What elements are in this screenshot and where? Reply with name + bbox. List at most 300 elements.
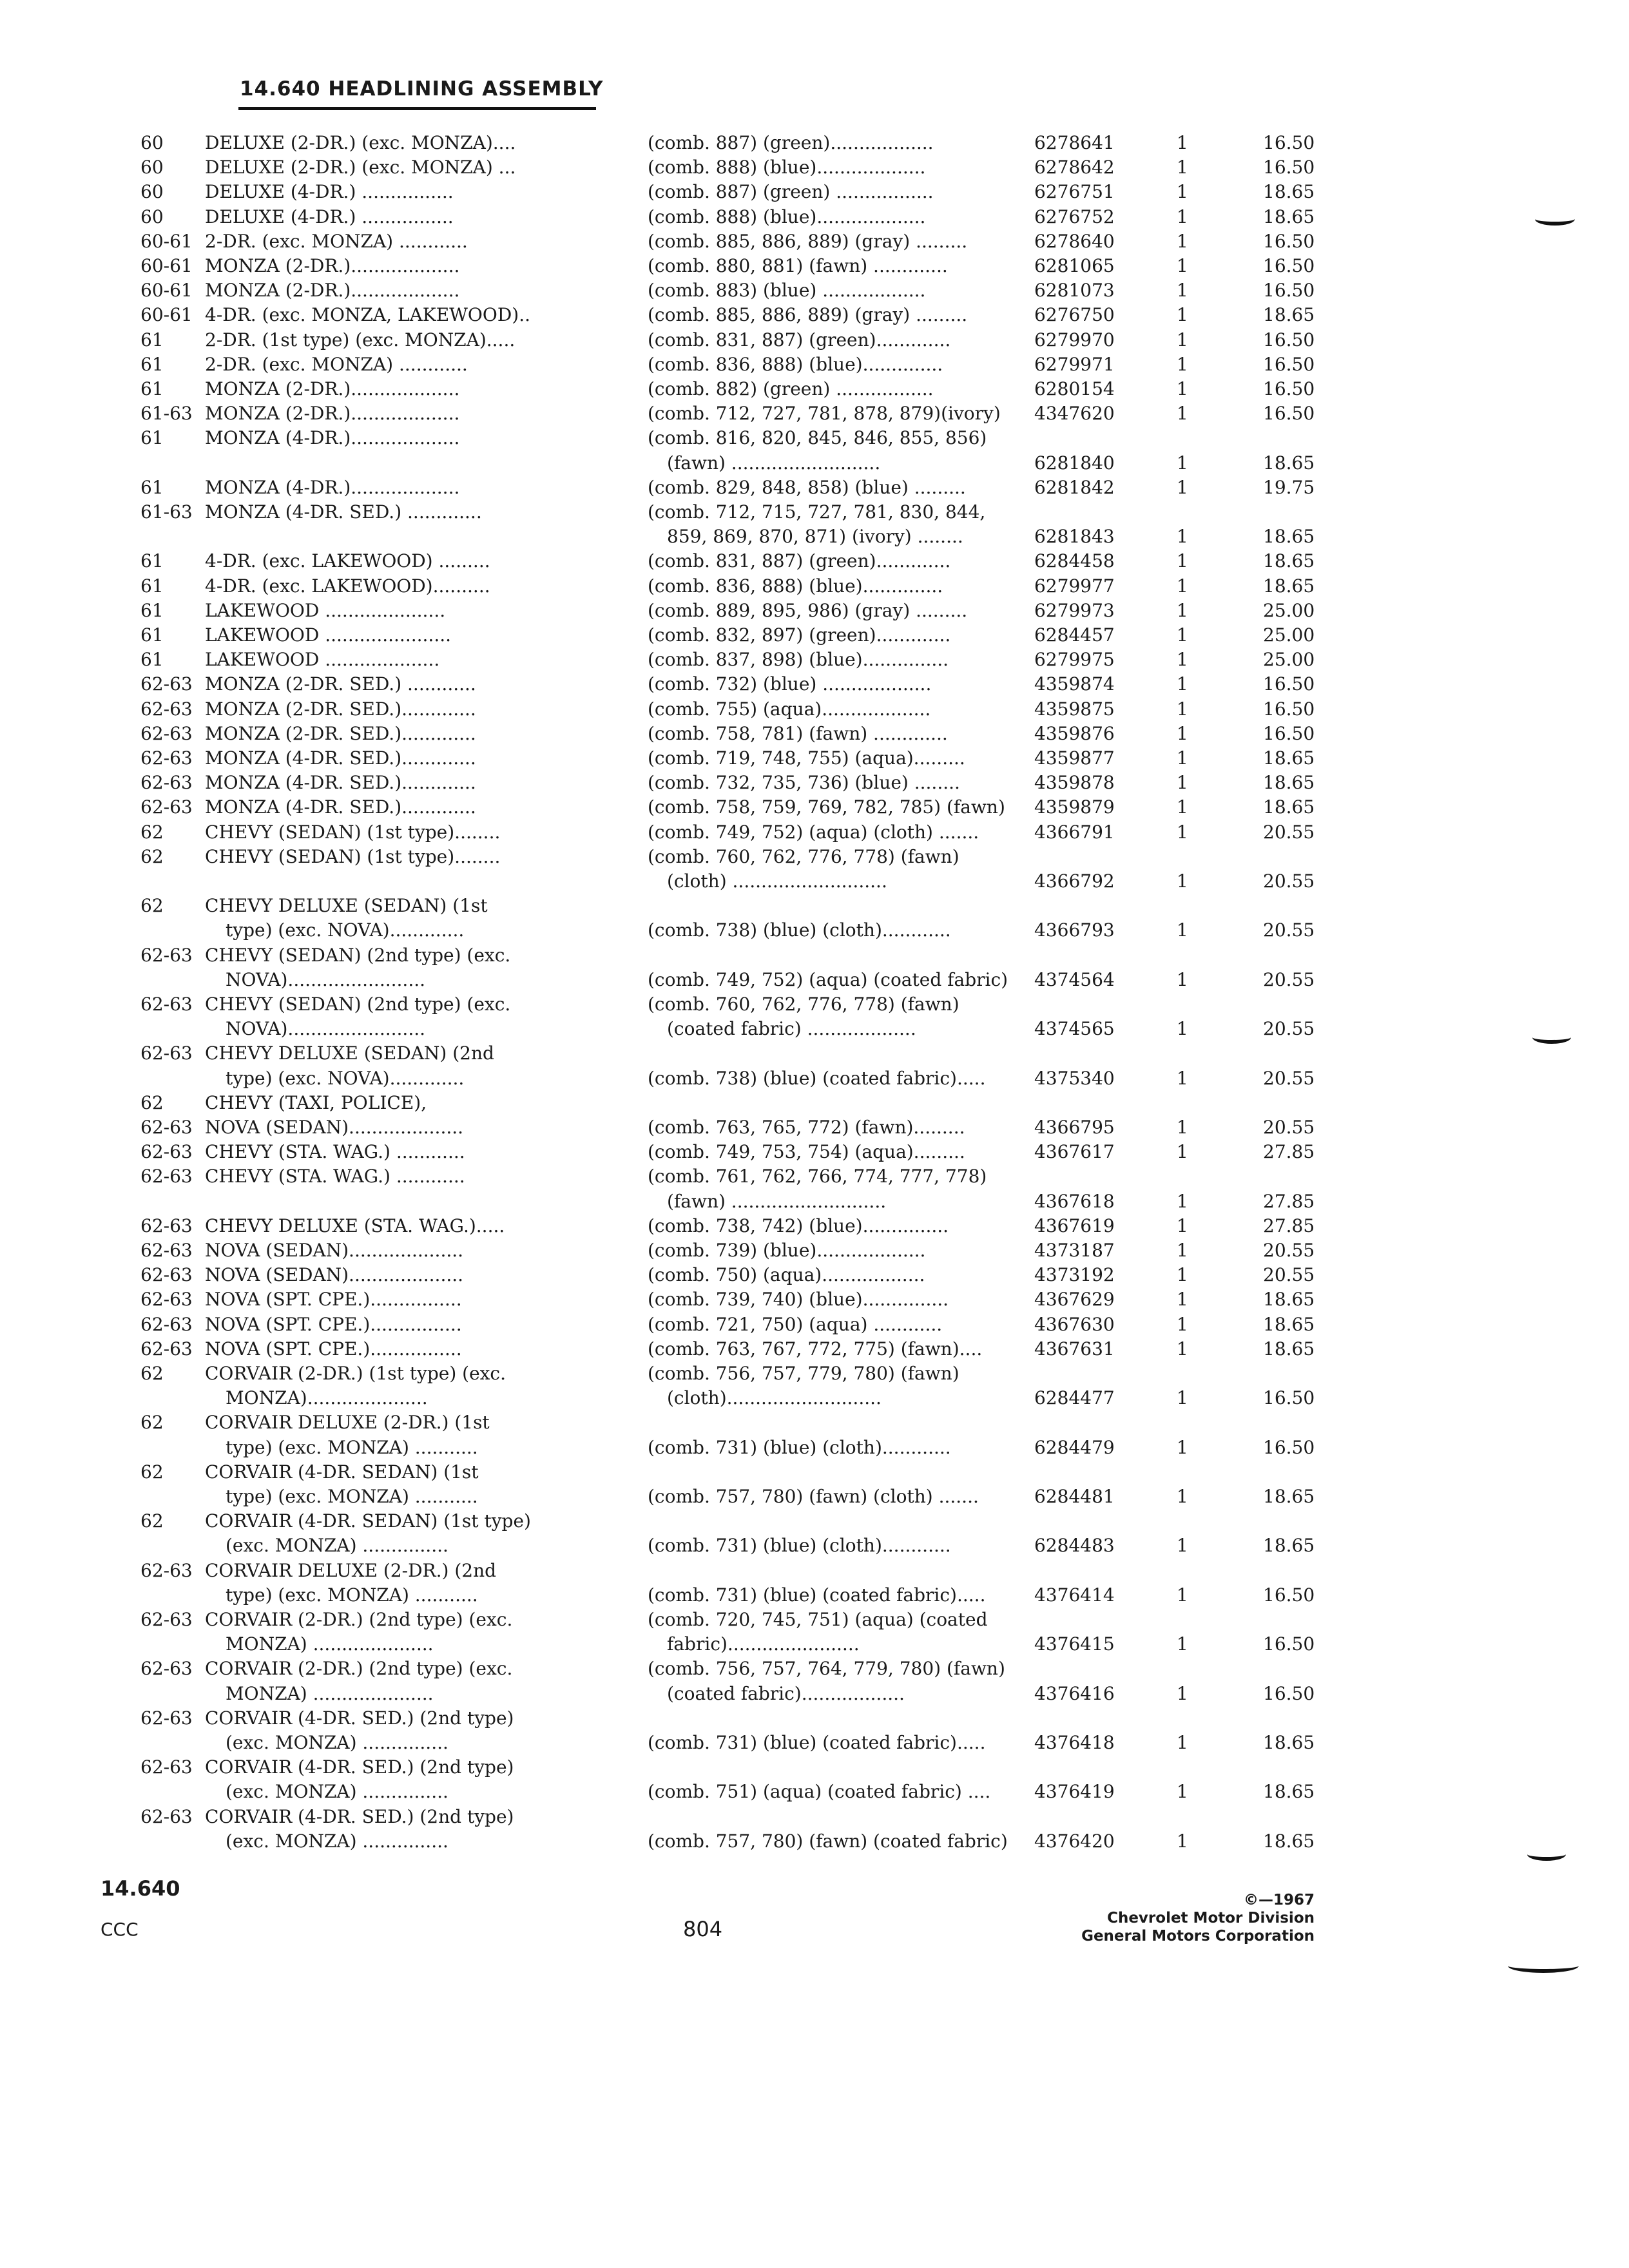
row-model-line: CORVAIR (4-DR. SEDAN) (1st xyxy=(205,1461,479,1483)
row-year: 60-61 xyxy=(140,304,193,326)
binding-mark xyxy=(1535,213,1575,226)
row-part-number: 4359878 xyxy=(1034,772,1115,794)
row-trim-line: (comb. 758, 781) (fawn) ............. xyxy=(648,722,948,744)
row-trim-line: (comb. 829, 848, 858) (blue) ......... xyxy=(648,476,966,498)
row-price: 16.50 xyxy=(1263,698,1315,720)
row-price: 16.50 xyxy=(1263,722,1315,744)
row-price: 18.65 xyxy=(1263,206,1315,227)
row-model-line: LAKEWOOD ...................... xyxy=(205,624,452,646)
row-year: 62-63 xyxy=(140,994,193,1015)
row-part-number: 4376416 xyxy=(1034,1682,1115,1704)
row-year: 62-63 xyxy=(140,1756,193,1778)
row-quantity: 1 xyxy=(1177,1141,1188,1163)
row-model-line: CORVAIR (2-DR.) (2nd type) (exc. xyxy=(205,1609,513,1630)
row-trim-line: (comb. 738) (blue) (coated fabric)..... xyxy=(648,1067,986,1089)
row-year: 62-63 xyxy=(140,1609,193,1630)
row-part-number: 4347620 xyxy=(1034,403,1115,425)
row-trim-line: (comb. 888) (blue)................... xyxy=(648,206,926,227)
row-price: 20.55 xyxy=(1263,968,1315,990)
row-year: 61 xyxy=(140,378,164,399)
row-year: 62-63 xyxy=(140,1240,193,1261)
row-quantity: 1 xyxy=(1177,772,1188,794)
footer-code: CCC xyxy=(101,1919,139,1940)
row-model-line: CORVAIR (4-DR. SEDAN) (1st type) xyxy=(205,1510,531,1532)
row-trim-line: (comb. 721, 750) (aqua) ............ xyxy=(648,1313,943,1335)
row-part-number: 4374565 xyxy=(1034,1018,1115,1040)
section-title: 14.640 HEADLINING ASSEMBLY xyxy=(240,77,604,101)
row-year: 62-63 xyxy=(140,1805,193,1827)
row-model-line: NOVA (SPT. CPE.)................ xyxy=(205,1289,462,1311)
division-name: Chevrolet Motor Division xyxy=(1107,1910,1315,1927)
row-quantity: 1 xyxy=(1177,649,1188,671)
row-year: 61 xyxy=(140,550,164,572)
row-quantity: 1 xyxy=(1177,1240,1188,1261)
row-model-line: CHEVY DELUXE (SEDAN) (2nd xyxy=(205,1043,494,1064)
row-year: 62-63 xyxy=(140,1559,193,1581)
row-model-line: MONZA (2-DR.)................... xyxy=(205,403,460,425)
row-trim-line: (comb. 832, 897) (green)............. xyxy=(648,624,951,646)
row-model-line: MONZA (4-DR. SED.)............. xyxy=(205,772,476,794)
row-part-number: 4367629 xyxy=(1034,1289,1115,1311)
row-model-line: CHEVY DELUXE (SEDAN) (1st xyxy=(205,895,488,917)
row-trim-line: (comb. 761, 762, 766, 774, 777, 778) xyxy=(648,1166,987,1187)
row-price: 16.50 xyxy=(1263,157,1315,178)
row-price: 20.55 xyxy=(1263,919,1315,941)
row-trim-line: (cloth)........................... xyxy=(667,1387,882,1409)
row-quantity: 1 xyxy=(1177,181,1188,203)
row-model-line: (exc. MONZA) ............... xyxy=(226,1535,448,1557)
row-year: 61 xyxy=(140,353,164,375)
row-year: 62-63 xyxy=(140,698,193,720)
row-part-number: 6281842 xyxy=(1034,476,1115,498)
row-quantity: 1 xyxy=(1177,821,1188,843)
row-part-number: 4366792 xyxy=(1034,870,1115,892)
row-price: 16.50 xyxy=(1263,353,1315,375)
row-model-line: MONZA (4-DR.)................... xyxy=(205,476,460,498)
row-model-line: 2-DR. (exc. MONZA) ............ xyxy=(205,230,468,252)
row-model-line: (exc. MONZA) ............... xyxy=(226,1781,448,1803)
row-year: 62 xyxy=(140,821,164,843)
row-quantity: 1 xyxy=(1177,1732,1188,1753)
row-part-number: 6284481 xyxy=(1034,1486,1115,1507)
row-trim-line: (comb. 836, 888) (blue).............. xyxy=(648,353,943,375)
row-model-line: MONZA (4-DR. SED.)............. xyxy=(205,796,476,818)
row-price: 16.50 xyxy=(1263,378,1315,399)
row-price: 18.65 xyxy=(1263,1830,1315,1852)
row-model-line: 4-DR. (exc. MONZA, LAKEWOOD).. xyxy=(205,304,531,326)
row-trim-line: (comb. 732) (blue) ................... xyxy=(648,673,932,695)
row-part-number: 6281843 xyxy=(1034,526,1115,548)
row-trim-line: (comb. 751) (aqua) (coated fabric) .... xyxy=(648,1781,991,1803)
copyright-block xyxy=(1081,1891,1315,1945)
row-model-line: NOVA (SPT. CPE.)................ xyxy=(205,1313,462,1335)
row-trim-line: (comb. 888) (blue)................... xyxy=(648,157,926,178)
row-year: 61 xyxy=(140,649,164,671)
row-model-line: CHEVY (SEDAN) (1st type)........ xyxy=(205,845,501,867)
row-part-number: 4376414 xyxy=(1034,1584,1115,1606)
row-trim-line: (comb. 756, 757, 764, 779, 780) (fawn) xyxy=(648,1658,1005,1680)
row-model-line: CORVAIR (2-DR.) (1st type) (exc. xyxy=(205,1363,506,1384)
row-quantity: 1 xyxy=(1177,1486,1188,1507)
row-price: 18.65 xyxy=(1263,526,1315,548)
row-trim-line: (comb. 712, 727, 781, 878, 879)(ivory) xyxy=(648,403,1001,425)
row-price: 18.65 xyxy=(1263,747,1315,769)
row-price: 19.75 xyxy=(1263,476,1315,498)
row-model-line: MONZA (2-DR. SED.) ............ xyxy=(205,673,476,695)
binding-mark xyxy=(1508,1959,1579,1973)
row-year: 62 xyxy=(140,1461,164,1483)
row-year: 62-63 xyxy=(140,673,193,695)
row-quantity: 1 xyxy=(1177,1584,1188,1606)
row-year: 62-63 xyxy=(140,747,193,769)
row-model-line: NOVA (SEDAN).................... xyxy=(205,1117,464,1138)
row-model-line: CORVAIR DELUXE (2-DR.) (1st xyxy=(205,1412,490,1434)
row-price: 16.50 xyxy=(1263,255,1315,276)
row-quantity: 1 xyxy=(1177,1313,1188,1335)
row-year: 62-63 xyxy=(140,1141,193,1163)
row-price: 20.55 xyxy=(1263,1067,1315,1089)
binding-mark xyxy=(1527,1848,1566,1861)
row-trim-line: (cloth) ........................... xyxy=(667,870,887,892)
row-model-line: 4-DR. (exc. LAKEWOOD) ......... xyxy=(205,550,490,572)
row-model-line: 2-DR. (exc. MONZA) ............ xyxy=(205,353,468,375)
row-part-number: 6279971 xyxy=(1034,353,1115,375)
row-year: 61 xyxy=(140,329,164,351)
row-trim-line: (comb. 760, 762, 776, 778) (fawn) xyxy=(648,994,959,1015)
row-part-number: 4367630 xyxy=(1034,1313,1115,1335)
row-quantity: 1 xyxy=(1177,1436,1188,1458)
row-part-number: 4376419 xyxy=(1034,1781,1115,1803)
row-model-line: DELUXE (4-DR.) ................ xyxy=(205,206,454,227)
row-model-line: MONZA (4-DR.)................... xyxy=(205,427,460,449)
row-model-line: 2-DR. (1st type) (exc. MONZA)..... xyxy=(205,329,516,351)
row-trim-line: (comb. 831, 887) (green)............. xyxy=(648,329,951,351)
row-price: 16.50 xyxy=(1263,1682,1315,1704)
row-part-number: 4374564 xyxy=(1034,968,1115,990)
row-quantity: 1 xyxy=(1177,747,1188,769)
row-trim-line: (fawn) .......................... xyxy=(667,452,881,474)
row-price: 18.65 xyxy=(1263,772,1315,794)
row-trim-line: (comb. 750) (aqua).................. xyxy=(648,1264,925,1286)
row-quantity: 1 xyxy=(1177,526,1188,548)
row-model-line: CHEVY DELUXE (STA. WAG.)..... xyxy=(205,1215,505,1236)
row-part-number: 6279975 xyxy=(1034,649,1115,671)
row-trim-line: (comb. 885, 886, 889) (gray) ......... xyxy=(648,230,968,252)
row-price: 20.55 xyxy=(1263,870,1315,892)
row-model-line: type) (exc. NOVA)............. xyxy=(226,1067,465,1089)
row-year: 60 xyxy=(140,206,164,227)
row-part-number: 6284479 xyxy=(1034,1436,1115,1458)
row-trim-line: (comb. 883) (blue) .................. xyxy=(648,280,926,302)
row-model-line: MONZA (2-DR. SED.)............. xyxy=(205,698,476,720)
row-year: 62 xyxy=(140,1510,164,1532)
row-trim-line: (comb. 739, 740) (blue)............... xyxy=(648,1289,949,1311)
row-quantity: 1 xyxy=(1177,1682,1188,1704)
row-year: 62-63 xyxy=(140,1043,193,1064)
row-part-number: 4367619 xyxy=(1034,1215,1115,1236)
row-trim-line: (comb. 731) (blue) (coated fabric)..... xyxy=(648,1584,986,1606)
row-trim-line: (comb. 749, 752) (aqua) (coated fabric) xyxy=(648,968,1008,990)
row-price: 18.65 xyxy=(1263,1781,1315,1803)
row-quantity: 1 xyxy=(1177,870,1188,892)
row-price: 18.65 xyxy=(1263,1486,1315,1507)
row-model-line: CHEVY (SEDAN) (1st type)........ xyxy=(205,821,501,843)
row-trim-line: (coated fabric) ................... xyxy=(667,1018,916,1040)
row-quantity: 1 xyxy=(1177,132,1188,153)
row-year: 61 xyxy=(140,427,164,449)
row-year: 62 xyxy=(140,1412,164,1434)
binding-mark xyxy=(1532,1031,1571,1044)
row-price: 16.50 xyxy=(1263,1387,1315,1409)
row-price: 18.65 xyxy=(1263,796,1315,818)
row-part-number: 4367617 xyxy=(1034,1141,1115,1163)
row-trim-line: (comb. 731) (blue) (coated fabric)..... xyxy=(648,1732,986,1753)
row-trim-line: (comb. 882) (green) ................. xyxy=(648,378,934,399)
row-price: 25.00 xyxy=(1263,649,1315,671)
row-trim-line: (comb. 731) (blue) (cloth)............ xyxy=(648,1535,951,1557)
row-model-line: MONZA (2-DR. SED.)............. xyxy=(205,722,476,744)
row-year: 62-63 xyxy=(140,796,193,818)
row-price: 18.65 xyxy=(1263,575,1315,597)
row-model-line: type) (exc. NOVA)............. xyxy=(226,919,465,941)
row-part-number: 6284477 xyxy=(1034,1387,1115,1409)
row-trim-line: (comb. 889, 895, 986) (gray) ......... xyxy=(648,599,968,621)
row-quantity: 1 xyxy=(1177,1387,1188,1409)
row-price: 18.65 xyxy=(1263,1338,1315,1360)
row-quantity: 1 xyxy=(1177,1018,1188,1040)
row-price: 27.85 xyxy=(1263,1141,1315,1163)
row-year: 62 xyxy=(140,1091,164,1113)
row-price: 16.50 xyxy=(1263,230,1315,252)
row-year: 62 xyxy=(140,845,164,867)
row-quantity: 1 xyxy=(1177,304,1188,326)
row-year: 62 xyxy=(140,1363,164,1384)
row-trim-line: (comb. 760, 762, 776, 778) (fawn) xyxy=(648,845,959,867)
corporation-name: General Motors Corporation xyxy=(1081,1928,1315,1945)
row-part-number: 6276750 xyxy=(1034,304,1115,326)
row-quantity: 1 xyxy=(1177,1190,1188,1212)
row-part-number: 4359877 xyxy=(1034,747,1115,769)
row-year: 62-63 xyxy=(140,1117,193,1138)
row-trim-line: (comb. 885, 886, 889) (gray) ......... xyxy=(648,304,968,326)
row-model-line: NOVA (SEDAN).................... xyxy=(205,1240,464,1261)
row-year: 61-63 xyxy=(140,501,193,523)
row-year: 60-61 xyxy=(140,255,193,276)
row-year: 61 xyxy=(140,575,164,597)
row-model-line: type) (exc. MONZA) ........... xyxy=(226,1584,478,1606)
row-trim-line: (comb. 880, 881) (fawn) ............. xyxy=(648,255,948,276)
row-part-number: 6279973 xyxy=(1034,599,1115,621)
row-price: 25.00 xyxy=(1263,599,1315,621)
row-year: 60 xyxy=(140,132,164,153)
row-price: 18.65 xyxy=(1263,1313,1315,1335)
row-quantity: 1 xyxy=(1177,353,1188,375)
row-year: 62-63 xyxy=(140,1658,193,1680)
row-trim-line: (comb. 837, 898) (blue)............... xyxy=(648,649,949,671)
row-quantity: 1 xyxy=(1177,624,1188,646)
row-year: 60 xyxy=(140,157,164,178)
row-price: 16.50 xyxy=(1263,673,1315,695)
row-model-line: (exc. MONZA) ............... xyxy=(226,1830,448,1852)
row-trim-line: fabric)....................... xyxy=(667,1633,860,1655)
row-trim-line: (comb. 731) (blue) (cloth)............ xyxy=(648,1436,951,1458)
row-model-line: CHEVY (SEDAN) (2nd type) (exc. xyxy=(205,944,511,966)
row-model-line: type) (exc. MONZA) ........... xyxy=(226,1436,478,1458)
row-part-number: 6276751 xyxy=(1034,181,1115,203)
row-price: 18.65 xyxy=(1263,181,1315,203)
row-trim-line: (comb. 749, 752) (aqua) (cloth) ....... xyxy=(648,821,979,843)
row-trim-line: (coated fabric).................. xyxy=(667,1682,905,1704)
row-model-line: CHEVY (TAXI, POLICE), xyxy=(205,1091,427,1113)
row-trim-line: (comb. 836, 888) (blue).............. xyxy=(648,575,943,597)
row-trim-line: (comb. 738, 742) (blue)............... xyxy=(648,1215,949,1236)
row-year: 62-63 xyxy=(140,1215,193,1236)
row-model-line: MONZA)..................... xyxy=(226,1387,428,1409)
row-trim-line: (comb. 816, 820, 845, 846, 855, 856) xyxy=(648,427,987,449)
row-quantity: 1 xyxy=(1177,1633,1188,1655)
row-quantity: 1 xyxy=(1177,796,1188,818)
row-part-number: 6276752 xyxy=(1034,206,1115,227)
row-trim-line: (comb. 757, 780) (fawn) (coated fabric) xyxy=(648,1830,1008,1852)
row-trim-line: (comb. 732, 735, 736) (blue) ........ xyxy=(648,772,960,794)
row-model-line: MONZA (2-DR.)................... xyxy=(205,255,460,276)
row-model-line: NOVA)........................ xyxy=(226,968,426,990)
row-model-line: CORVAIR (4-DR. SED.) (2nd type) xyxy=(205,1805,514,1827)
row-year: 60-61 xyxy=(140,280,193,302)
row-year: 62-63 xyxy=(140,1313,193,1335)
row-year: 60-61 xyxy=(140,230,193,252)
row-model-line: CHEVY (STA. WAG.) ............ xyxy=(205,1141,465,1163)
row-year: 62-63 xyxy=(140,1338,193,1360)
row-model-line: CORVAIR DELUXE (2-DR.) (2nd xyxy=(205,1559,497,1581)
row-part-number: 6280154 xyxy=(1034,378,1115,399)
row-price: 18.65 xyxy=(1263,1535,1315,1557)
row-part-number: 6281073 xyxy=(1034,280,1115,302)
row-price: 20.55 xyxy=(1263,1240,1315,1261)
row-part-number: 4359876 xyxy=(1034,722,1115,744)
row-quantity: 1 xyxy=(1177,452,1188,474)
row-model-line: DELUXE (2-DR.) (exc. MONZA).... xyxy=(205,132,516,153)
row-model-line: MONZA (4-DR. SED.) ............. xyxy=(205,501,482,523)
row-part-number: 4359874 xyxy=(1034,673,1115,695)
row-year: 61 xyxy=(140,624,164,646)
row-model-line: DELUXE (4-DR.) ................ xyxy=(205,181,454,203)
row-quantity: 1 xyxy=(1177,1830,1188,1852)
row-price: 18.65 xyxy=(1263,304,1315,326)
row-quantity: 1 xyxy=(1177,206,1188,227)
row-price: 20.55 xyxy=(1263,1018,1315,1040)
row-part-number: 4373187 xyxy=(1034,1240,1115,1261)
row-model-line: DELUXE (2-DR.) (exc. MONZA) ... xyxy=(205,157,516,178)
row-trim-line: 859, 869, 870, 871) (ivory) ........ xyxy=(667,526,963,548)
row-model-line: type) (exc. MONZA) ........... xyxy=(226,1486,478,1507)
row-part-number: 4366791 xyxy=(1034,821,1115,843)
row-part-number: 6279970 xyxy=(1034,329,1115,351)
row-price: 20.55 xyxy=(1263,1117,1315,1138)
row-model-line: NOVA)........................ xyxy=(226,1018,426,1040)
row-price: 18.65 xyxy=(1263,452,1315,474)
row-year: 61-63 xyxy=(140,403,193,425)
row-quantity: 1 xyxy=(1177,1338,1188,1360)
row-part-number: 4366793 xyxy=(1034,919,1115,941)
row-quantity: 1 xyxy=(1177,378,1188,399)
row-price: 20.55 xyxy=(1263,821,1315,843)
row-part-number: 6281065 xyxy=(1034,255,1115,276)
row-part-number: 4367618 xyxy=(1034,1190,1115,1212)
row-trim-line: (comb. 738) (blue) (cloth)............ xyxy=(648,919,951,941)
copyright-year: ©—1967 xyxy=(1243,1892,1315,1908)
row-year: 62-63 xyxy=(140,944,193,966)
row-year: 62-63 xyxy=(140,1166,193,1187)
row-year: 61 xyxy=(140,599,164,621)
row-price: 20.55 xyxy=(1263,1264,1315,1286)
row-trim-line: (comb. 755) (aqua)................... xyxy=(648,698,931,720)
title-underline xyxy=(238,107,596,110)
row-quantity: 1 xyxy=(1177,919,1188,941)
row-part-number: 6278641 xyxy=(1034,132,1115,153)
row-part-number: 6278642 xyxy=(1034,157,1115,178)
row-trim-line: (comb. 749, 753, 754) (aqua)......... xyxy=(648,1141,965,1163)
row-model-line: CHEVY (STA. WAG.) ............ xyxy=(205,1166,465,1187)
row-quantity: 1 xyxy=(1177,230,1188,252)
row-part-number: 6279977 xyxy=(1034,575,1115,597)
row-part-number: 4376418 xyxy=(1034,1732,1115,1753)
row-trim-line: (comb. 757, 780) (fawn) (cloth) ....... xyxy=(648,1486,979,1507)
row-model-line: NOVA (SPT. CPE.)................ xyxy=(205,1338,462,1360)
row-part-number: 6281840 xyxy=(1034,452,1115,474)
row-price: 27.85 xyxy=(1263,1190,1315,1212)
row-quantity: 1 xyxy=(1177,698,1188,720)
row-model-line: NOVA (SEDAN).................... xyxy=(205,1264,464,1286)
row-year: 62 xyxy=(140,895,164,917)
row-model-line: CHEVY (SEDAN) (2nd type) (exc. xyxy=(205,994,511,1015)
row-trim-line: (comb. 887) (green).................. xyxy=(648,132,934,153)
row-part-number: 4376420 xyxy=(1034,1830,1115,1852)
row-year: 62-63 xyxy=(140,1264,193,1286)
row-price: 16.50 xyxy=(1263,280,1315,302)
row-quantity: 1 xyxy=(1177,280,1188,302)
row-quantity: 1 xyxy=(1177,1289,1188,1311)
row-price: 16.50 xyxy=(1263,132,1315,153)
row-trim-line: (comb. 763, 765, 772) (fawn)......... xyxy=(648,1117,965,1138)
row-quantity: 1 xyxy=(1177,1067,1188,1089)
row-part-number: 4375340 xyxy=(1034,1067,1115,1089)
row-quantity: 1 xyxy=(1177,1117,1188,1138)
row-year: 60 xyxy=(140,181,164,203)
row-quantity: 1 xyxy=(1177,1781,1188,1803)
row-quantity: 1 xyxy=(1177,575,1188,597)
row-model-line: CORVAIR (4-DR. SED.) (2nd type) xyxy=(205,1707,514,1729)
row-part-number: 4359879 xyxy=(1034,796,1115,818)
row-model-line: MONZA (2-DR.)................... xyxy=(205,378,460,399)
row-price: 25.00 xyxy=(1263,624,1315,646)
row-trim-line: (fawn) ........................... xyxy=(667,1190,887,1212)
row-quantity: 1 xyxy=(1177,255,1188,276)
row-quantity: 1 xyxy=(1177,550,1188,572)
row-part-number: 6284483 xyxy=(1034,1535,1115,1557)
row-quantity: 1 xyxy=(1177,1535,1188,1557)
row-quantity: 1 xyxy=(1177,1264,1188,1286)
row-trim-line: (comb. 831, 887) (green)............. xyxy=(648,550,951,572)
row-quantity: 1 xyxy=(1177,968,1188,990)
row-quantity: 1 xyxy=(1177,403,1188,425)
row-part-number: 4366795 xyxy=(1034,1117,1115,1138)
row-year: 62-63 xyxy=(140,722,193,744)
row-model-line: CORVAIR (4-DR. SED.) (2nd type) xyxy=(205,1756,514,1778)
row-part-number: 4359875 xyxy=(1034,698,1115,720)
row-price: 27.85 xyxy=(1263,1215,1315,1236)
row-year: 62-63 xyxy=(140,1289,193,1311)
